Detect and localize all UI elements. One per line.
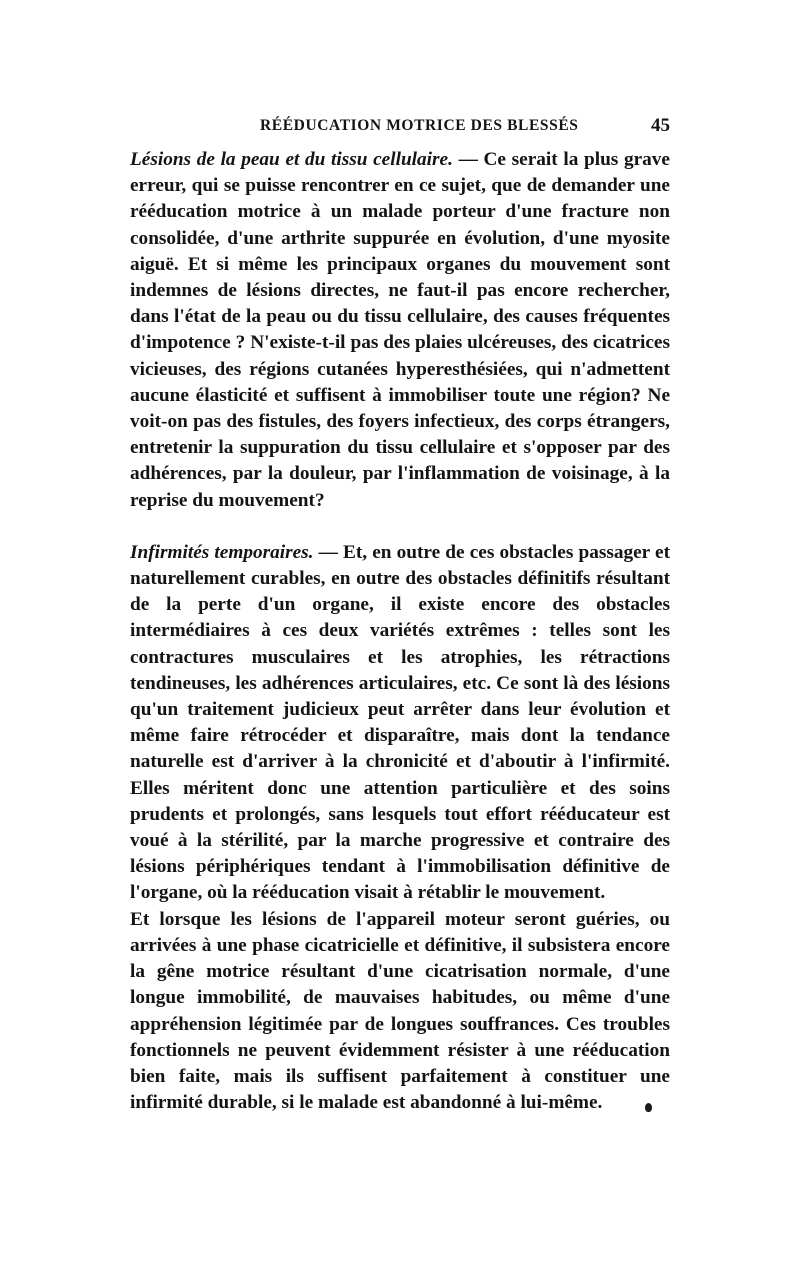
paragraph-temporary-infirmities <box>130 540 670 907</box>
ink-spot <box>645 1103 652 1112</box>
running-title: RÉÉDUCATION MOTRICE DES BLESSÉS <box>260 117 579 134</box>
paragraph-text: — Ce serait la plus grave erreur, qui se puisse rencontrer en ce sujet, que de demander une rééducation motrice à un malade porteur d'une fracture non consolidée, d'une arthrite suppurée en évolution, d'une myosite aiguë. Et si même les principaux organes du mouvement sont indemnes de lésions directes, ne faut-il pas encore rechercher, dans l'état de la peau ou du tissu cellulaire, des causes fréquentes d'impotence ? N'existe-t-il pas des plaies ulcéreuses, des cicatrices vicieuses, des régions cutanées hyperesthésiées, qui n'admettent aucune élasticité et suffisent à immobiliser toute une région? Ne voit-on pas des fistules, des foyers infectieux, des corps étrangers, entretenir la suppuration du tissu cellulaire et s'opposer par des adhérences, par la douleur, par l'inflammation de voisinage, à la reprise du mouvement? <box>130 149 670 511</box>
paragraph-text: Et lorsque les lésions de l'appareil moteur seront guéries, ou arrivées à une phase cicatricielle et définitive, il subsistera encore la gêne motrice résultant d'une cicatrisation normale, d'une longue immobilité, de mauvaises habitudes, ou même d'une appréhension légitimée par de longues souffrances. Ces troubles fonctionnels ne peuvent évidemment résister à une rééducation bien faite, mais ils suffisent parfaitement à constituer une infirmité durable, si le malade est abandonné à lui-même. <box>130 908 670 1114</box>
page-number: 45 <box>651 115 670 136</box>
section-heading-skin-lesions: Lésions de la peau et du tissu cellulaire. <box>130 149 453 170</box>
section-heading-temporary-infirmities: Infirmités temporaires. <box>130 541 314 563</box>
paragraph-skin-lesions <box>130 147 670 514</box>
paragraph-functional-troubles <box>130 907 670 1117</box>
body-text <box>130 147 670 1116</box>
paragraph-text: — Et, en outre de ces obstacles passager et naturellement curables, en outre des obstacles définitifs résultant de la perte d'un organe, il existe encore des obstacles intermédiaires à ces deux variétés extrêmes : telles sont les contractures musculaires et les atrophies, les rétractions tendineuses, les adhérences articulaires, etc. Ce sont là des lésions qu'un traitement judicieux peut arrêter dans leur évolution et même faire rétrocéder et disparaître, mais dont la tendance naturelle est d'arriver à la chronicité et d'aboutir à l'infirmité. Elles méritent donc une attention particulière et des soins prudents et prolongés, sans lesquels tout effort rééducateur est voué à la stérilité, par la marche progressive et contraire des lésions périphériques tendant à l'immobilisation définitive de l'organe, où la rééducation visait à rétablir le mouvement. <box>130 541 670 904</box>
running-head <box>130 117 670 141</box>
